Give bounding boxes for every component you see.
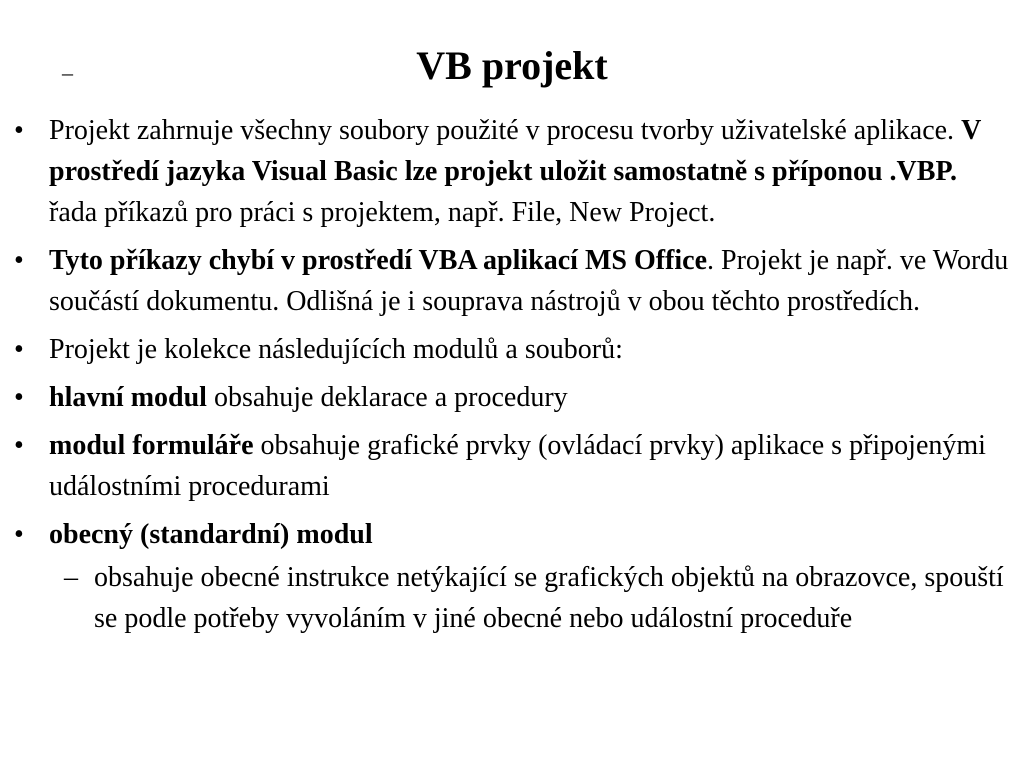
bullet-text: řada příkazů pro práci s projektem, např. File, New Project. xyxy=(49,197,716,228)
bullet-item xyxy=(14,240,1010,322)
bullet-bold-text: Tyto příkazy chybí v prostředí VBA aplikací MS Office xyxy=(49,245,708,276)
bullet-marker: • xyxy=(14,245,24,276)
bullet-marker: • xyxy=(14,334,24,365)
bullet-item xyxy=(14,110,1010,233)
bullet-item xyxy=(14,514,1010,555)
bullet-marker: • xyxy=(14,115,24,146)
bullet-text: . Projekt je např. ve Wordu součástí dokumentu. Odlišná je i souprava nástrojů v obou těchto prostředích. xyxy=(49,245,1009,317)
bullet-text: obsahuje grafické prvky (ovládací prvky) aplikace s připojenými událostními procedurami xyxy=(49,430,986,502)
sub-bullet-marker: – xyxy=(64,562,78,593)
bullet-text: obsahuje deklarace a procedury xyxy=(206,382,568,413)
bullet-marker: • xyxy=(14,430,24,461)
bullet-bold-text: modul formuláře xyxy=(49,430,254,461)
sub-bullet-item xyxy=(14,557,1010,639)
bullet-bold-text: obecný (standardní) modul xyxy=(49,519,373,550)
corner-dash-mark: – xyxy=(62,60,73,85)
sub-bullet-text: obsahuje obecné instrukce netýkající se grafických objektů na obrazovce, spouští se podle potřeby vyvoláním v jiné obecné nebo událostní proceduře xyxy=(94,562,1004,634)
bullet-item xyxy=(14,425,1010,507)
bullet-text: Projekt zahrnuje všechny soubory použité v procesu tvorby uživatelské aplikace. xyxy=(49,115,962,146)
bullet-marker: • xyxy=(14,519,24,550)
bullet-bold-text: hlavní modul xyxy=(49,382,207,413)
bullet-bold-text: V prostředí jazyka Visual Basic lze projekt uložit samostatně s příponou .VBP. xyxy=(49,115,981,187)
bullet-item xyxy=(14,377,1010,418)
bullet-text: Projekt je kolekce následujících modulů a souborů: xyxy=(49,334,623,365)
bullet-item xyxy=(14,329,1010,370)
bullet-marker: • xyxy=(14,382,24,413)
slide-title: VB projekt xyxy=(416,43,608,88)
slide-body xyxy=(14,110,1010,639)
